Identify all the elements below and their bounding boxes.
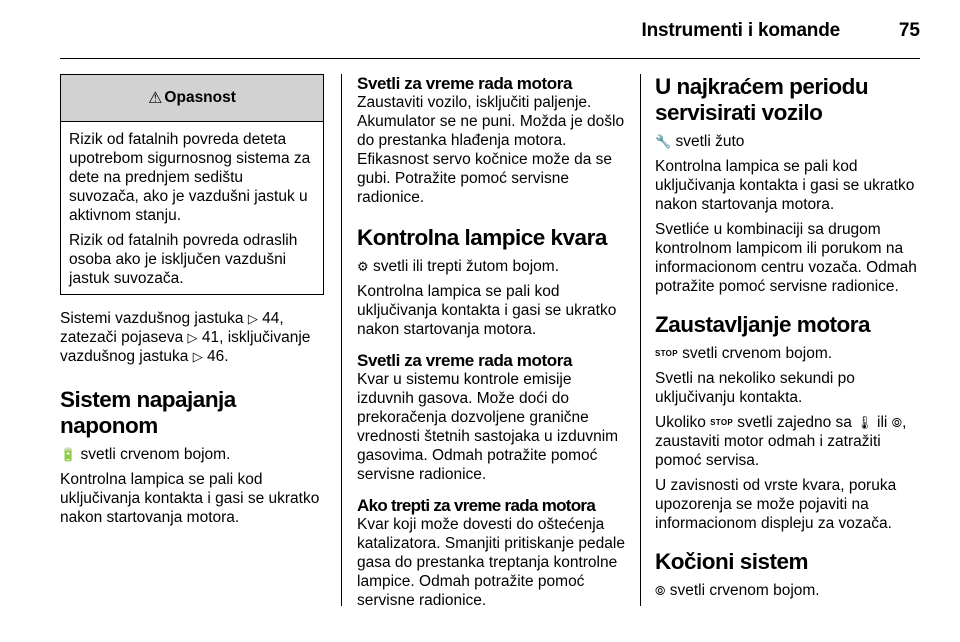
danger-warning-box bbox=[60, 74, 324, 295]
battery-status-line: 🔋 svetli crvenom bojom. bbox=[60, 446, 231, 463]
column-divider-1 bbox=[341, 74, 342, 606]
engine-lamp-description: Kontrolna lampica se pali kod uključivanja kontakta i gasi se ukratko nakon startovanja motora. bbox=[357, 283, 617, 338]
stop-status-line: STOP svetli crvenom bojom. bbox=[655, 345, 833, 362]
column-divider-2 bbox=[640, 74, 641, 606]
warning-box-title: Opasnost bbox=[164, 89, 236, 106]
stop-indicator-icon: STOP bbox=[655, 349, 678, 358]
service-description-1: Kontrolna lampica se pali kod uključivanja kontakta i gasi se ukratko nakon startovanja motora. bbox=[655, 158, 915, 213]
page-reference-arrow-icon[interactable]: ▷ bbox=[187, 330, 198, 345]
service-wrench-car-icon: 🔧 bbox=[655, 134, 672, 149]
column-2 bbox=[357, 74, 625, 616]
check-engine-icon: ⚙ bbox=[357, 259, 369, 274]
section-heading-brake-system: Kočioni sistem bbox=[655, 549, 809, 574]
stop-description-2: Ukoliko STOP svetli zajedno sa 🌡 ili ⦾, zaustaviti motor odmah i zatražiti pomoć servisa. bbox=[655, 414, 907, 469]
catalyst-fault-text: Kvar koji može dovesti do oštećenja katalizatora. Smanjiti pritiskanje pedale gasa do prestanka treptanja kontrolne lampice. Odmah potražite pomoć servisne radionice. bbox=[357, 516, 625, 609]
page-number: 75 bbox=[898, 20, 920, 41]
section-heading-malfunction-lamp: Kontrolna lampice kvara bbox=[357, 225, 607, 250]
page-header-title: Instrumenti i komande bbox=[641, 20, 840, 41]
subheading-lit-while-running: Svetli za vreme rada motora bbox=[357, 74, 573, 93]
brake-system-icon: ⦾ bbox=[891, 415, 903, 430]
stop-indicator-icon: STOP bbox=[710, 418, 733, 427]
section-heading-power-supply: Sistem napajanja naponom bbox=[60, 387, 236, 438]
section-heading-engine-stop: Zaustavljanje motora bbox=[655, 312, 871, 337]
page-ref-41[interactable]: 41, isključivanje bbox=[197, 329, 311, 346]
cross-reference-paragraph: Sistemi vazdušnog jastuka ▷ 44, zatezači pojaseva ▷ 41, isključivanje vazdušnog jastuka ▷ 46. bbox=[60, 310, 311, 365]
lit-while-running-text: Zaustaviti vozilo, isključiti paljenje. Akumulator se ne puni. Možda je došlo do prestanka hlađenja motora. Efikasnost servo kočnice može da se gubi. Potražite pomoć servisne radionice. bbox=[357, 94, 625, 206]
page-ref-46[interactable]: 46. bbox=[202, 348, 229, 365]
page-reference-arrow-icon[interactable]: ▷ bbox=[247, 311, 258, 326]
page-ref-44[interactable]: 44, bbox=[257, 310, 284, 327]
warning-text-1: Rizik od fatalnih povreda deteta upotrebom sigurnosnog sistema za dete na prednjem sedištu suvozača, ako je vazdušni jastuk u aktivnom stanju. bbox=[69, 131, 311, 224]
battery-icon: 🔋 bbox=[60, 447, 77, 462]
warning-box-header bbox=[61, 75, 323, 122]
brake-status-line: ⦾ svetli crvenom bojom. bbox=[655, 582, 820, 599]
battery-description: Kontrolna lampica se pali kod uključivanja kontakta i gasi se ukratko nakon startovanja motora. bbox=[60, 471, 320, 526]
emission-fault-text: Kvar u sistemu kontrole emisije izduvnih gasova. Može doći do prekoračenja dozvoljene granične vrednosti štetnih sastojaka u izduvnim gasovima. Odmah potražite pomoć servisne radionice. bbox=[357, 371, 619, 483]
header-divider bbox=[60, 58, 920, 59]
section-heading-service-soon: U najkraćem periodu servisirati vozilo bbox=[655, 74, 869, 125]
column-3 bbox=[655, 74, 927, 606]
coolant-temperature-icon: 🌡 bbox=[856, 415, 873, 430]
service-description-2: Svetliće u kombinaciji sa drugom kontrolnom lampicom ili porukom na informacionom centru vozača. Odmah potražite pomoć servisne radionice. bbox=[655, 221, 917, 295]
warning-box-body bbox=[61, 122, 323, 294]
engine-lamp-status-line: ⚙ svetli ili trepti žutom bojom. bbox=[357, 258, 560, 275]
service-status-line: 🔧 svetli žuto bbox=[655, 133, 745, 150]
warning-text-2: Rizik od fatalnih povreda odraslih osoba ako je isključen vazdušni jastuk suvozača. bbox=[69, 232, 298, 287]
page-reference-arrow-icon[interactable]: ▷ bbox=[192, 349, 203, 364]
column-1 bbox=[60, 74, 324, 533]
stop-description-1: Svetli na nekoliko sekundi po uključivanju kontakta. bbox=[655, 370, 855, 406]
warning-triangle-icon: ⚠ bbox=[148, 90, 163, 107]
subheading-flashing-while-running: Ako trepti za vreme rada motora bbox=[357, 496, 596, 515]
stop-description-3: U zavisnosti od vrste kvara, poruka upozorenja se može pojaviti na informacionom displeju za vozača. bbox=[655, 477, 897, 532]
brake-system-icon: ⦾ bbox=[655, 583, 666, 598]
subheading-lit-while-running-2: Svetli za vreme rada motora bbox=[357, 351, 573, 370]
